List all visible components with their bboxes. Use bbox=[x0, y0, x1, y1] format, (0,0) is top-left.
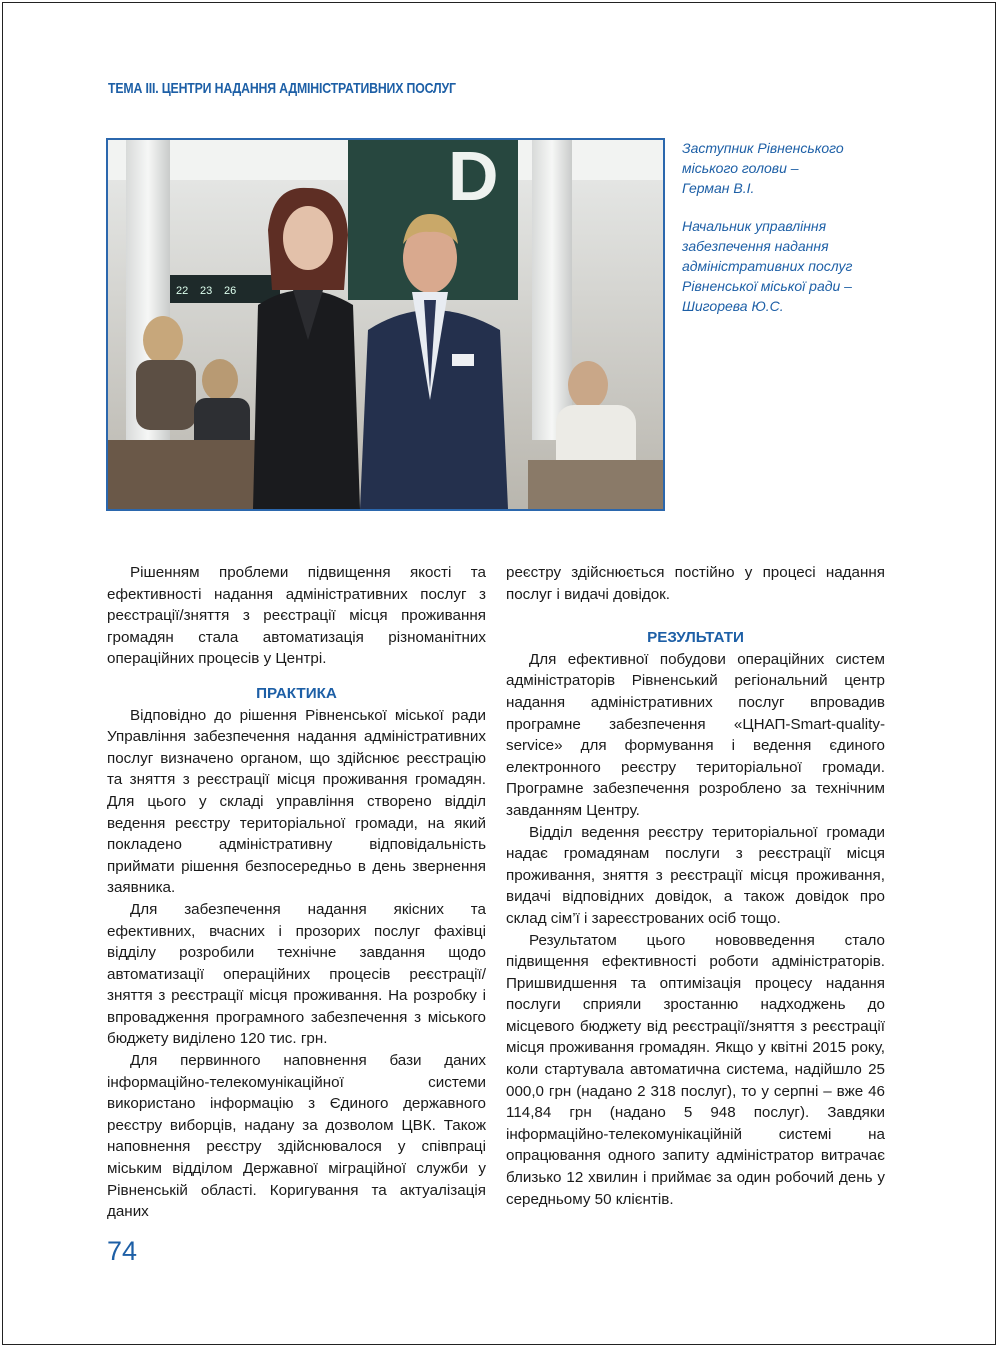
paragraph: Для ефективної побудови операційних систем адміністраторів Рівненський регіональний центр надання адміністративних послуг впровадив програмне забезпечення «ЦНАП-Smart-quality-service» для формування і ведення єдиного електронного реєстру територіальної громади. Програмне забезпечення розроблено за технічним завданням Центру. bbox=[506, 650, 885, 819]
section-heading-results: РЕЗУЛЬТАТИ bbox=[647, 629, 744, 647]
intro-paragraph: Рішенням проблеми підвищення якості та ефективності надання адміністративних послуг з реєстрації/зняття з реєстрації місця проживання громадян стала автоматизація різноманітних операційних процесів у Центрі. bbox=[107, 564, 486, 668]
section-heading-practice: ПРАКТИКА bbox=[256, 684, 337, 702]
paragraph: Для забезпечення надання якісних та ефективних, вчасних і прозорих послуг фахівці відділу розробили технічне завдання щодо автоматизації операційних процесів реєстрації/зняття з реєстрації місця проживання. На розробку і впровадження програмного забезпечення з міського бюджету виділено 120 тис. грн. bbox=[107, 900, 486, 1048]
caption-department-head: Начальник управління забезпечення надання адміністративних послуг Рівненської міської ради – Шигорева Ю.С. bbox=[682, 218, 853, 314]
paragraph: Результатом цього нововведення стало підвищення ефективності роботи адміністраторів. Пришвидшення та оптимізація процесу надання послуги сприяли зростанню надходжень до місцевого бюджету від реєстрації/зняття з реєстрації місця проживання громадян. Якщо у квітні 2015 року, коли стартувала автоматична система, надійшло 25 000,0 грн (надано 2 318 послуг), то у серпні – вже 46 114,84 грн (надано 5 948 послуг). Завдяки інформаційно-телекомунікаційній системі на опрацювання одного запиту адміністратор витрачає близько 12 хвилин і приймає за один робочий день у середньому 50 клієнтів. bbox=[506, 931, 885, 1208]
photo-caption bbox=[682, 138, 892, 334]
paragraph: Відповідно до рішення Рівненської міської ради Управління забезпечення надання адміністративних послуг визначено органом, що здійснює реєстрацію та зняття з реєстрації місця проживання громадян. Для цього у складі управління створено відділ ведення реєстру територіальної громади, на який покладено адміністративну відповідальність приймати рішення безпосередньо в день звернення заявника. bbox=[107, 706, 486, 897]
left-column bbox=[107, 562, 486, 1223]
paragraph: Для первинного наповнення бази даних інформаційно-телекомунікаційної системи використано інформацію з Єдиного державного реєстру виборців, надану за дозволом ЦВК. Також наповнення реєстру здійснювалося у співпраці міським відділом Державної міграційної служби у Рівненській області. Коригування та актуалізація даних bbox=[107, 1052, 486, 1221]
page-number: 74 bbox=[107, 1236, 138, 1266]
right-column bbox=[506, 562, 885, 1210]
desk-number: 22 bbox=[176, 285, 189, 297]
officials-photo bbox=[106, 138, 665, 511]
desk-number: 26 bbox=[224, 285, 237, 297]
paragraph: Відділ ведення реєстру територіальної громади надає громадянам послуги з реєстрації місця проживання, зняття з реєстрації місця проживання, видачі відповідних довідок, а також довідок про склад сім’ї і зареєстрованих осіб тощо. bbox=[506, 823, 885, 927]
desk-number: 23 bbox=[200, 285, 213, 297]
sign-letter: D bbox=[448, 140, 499, 215]
caption-deputy-mayor: Заступник Рівненського міського голови – Герман В.І. bbox=[682, 140, 844, 196]
running-title: ТЕМА ІІІ. ЦЕНТРИ НАДАННЯ АДМІНІСТРАТИВНИХ ПОСЛУГ bbox=[108, 80, 456, 97]
continued-paragraph: реєстру здійснюється постійно у процесі надання послуг і видачі довідок. bbox=[506, 564, 885, 603]
photo-illustration bbox=[108, 140, 663, 509]
